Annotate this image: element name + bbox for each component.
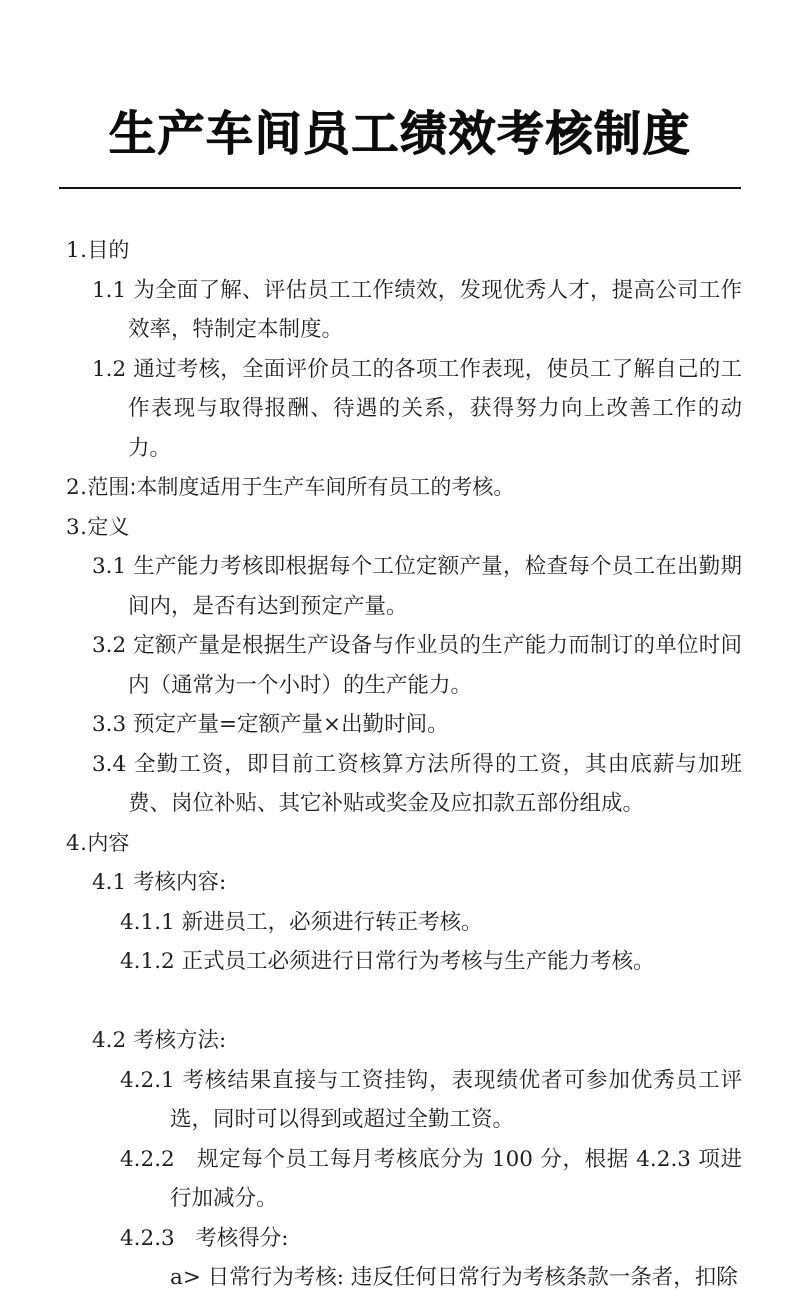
item-text: 内容 xyxy=(87,830,130,855)
outline-item xyxy=(92,350,742,469)
item-text: 定义 xyxy=(87,514,130,539)
item-number: 4.1 xyxy=(92,870,127,895)
item-text: 为全面了解、评估员工工作绩效，发现优秀人才，提高公司工作效率，特制定本制度。 xyxy=(128,277,742,342)
item-number: 3. xyxy=(66,514,88,540)
item-number: 1.2 xyxy=(92,356,127,382)
item-text: 生产能力考核即根据每个工位定额产量，检查每个员工在出勤期间内，是否有达到预定产量。 xyxy=(128,554,742,619)
item-number: 2. xyxy=(66,475,88,500)
item-text: 预定产量=定额产量×出勤时间。 xyxy=(133,712,449,737)
item-number: 4.2.3 xyxy=(120,1225,175,1251)
item-number: 1.1 xyxy=(92,277,127,303)
item-number: 3.2 xyxy=(92,633,127,658)
item-number: 4.2.1 xyxy=(120,1067,175,1093)
outline-item xyxy=(120,1219,742,1259)
section-heading xyxy=(66,231,742,271)
item-number: 3.3 xyxy=(92,712,127,737)
item-text: 考核方法: xyxy=(133,1028,227,1053)
item-text: 规定每个员工每月考核底分为 100 分，根据 4.2.3 项进行加减分。 xyxy=(170,1146,743,1211)
page-title: 生产车间员工绩效考核制度 xyxy=(109,107,691,162)
blank-line xyxy=(66,982,742,1022)
item-text: 通过考核，全面评价员工的各项工作表现，使员工了解自己的工作表现与取得报酬、待遇的关系，获得努力向上改善工作的动力。 xyxy=(128,356,742,461)
outline-item xyxy=(92,863,742,903)
item-text: 正式员工必须进行日常行为考核与生产能力考核。 xyxy=(181,949,655,974)
item-number: 3.4 xyxy=(92,751,127,777)
item-text: 定额产量是根据生产设备与作业员的生产能力而制订的单位时间内（通常为一个小时）的生产能力。 xyxy=(128,633,742,698)
item-text: 新进员工，必须进行转正考核。 xyxy=(181,909,483,935)
outline-item xyxy=(92,271,742,350)
outline-item xyxy=(120,1061,742,1140)
outline-item xyxy=(92,745,742,824)
item-text: 考核得分: xyxy=(181,1225,289,1251)
item-number: 4.2 xyxy=(92,1028,127,1053)
outline-item xyxy=(92,547,742,626)
item-number: 4.1.2 xyxy=(120,949,175,974)
section-heading xyxy=(66,468,742,508)
item-number: 3.1 xyxy=(92,554,127,579)
item-number: 4. xyxy=(66,830,88,856)
item-text: 考核内容: xyxy=(133,870,227,895)
outline-item xyxy=(92,705,742,745)
title-divider xyxy=(59,187,741,189)
title-block xyxy=(0,0,800,189)
item-text: 考核结果直接与工资挂钩，表现绩优者可参加优秀员工评选，同时可以得到或超过全勤工资。 xyxy=(170,1067,742,1132)
item-text: 日常行为考核: 违反任何日常行为考核条款一条者，扣除 xyxy=(207,1265,738,1290)
item-text: 目的 xyxy=(87,238,130,262)
item-number: 4.1.1 xyxy=(120,909,175,935)
item-number: 4.2.2 xyxy=(120,1146,175,1172)
outline-item xyxy=(120,903,742,943)
outline-item xyxy=(92,1021,742,1061)
item-number: a> xyxy=(170,1265,201,1290)
outline-item xyxy=(170,1258,742,1298)
document-body xyxy=(0,231,800,1298)
section-heading xyxy=(66,508,742,548)
item-text: 范围:本制度适用于生产车间所有员工的考核。 xyxy=(87,475,515,499)
outline-item xyxy=(120,1140,742,1219)
item-number: 1. xyxy=(66,238,88,263)
outline-item xyxy=(92,626,742,705)
outline-item xyxy=(120,942,742,982)
item-text: 全勤工资，即目前工资核算方法所得的工资，其由底薪与加班费、岗位补贴、其它补贴或奖金及应扣款五部份组成。 xyxy=(128,751,742,816)
section-heading xyxy=(66,824,742,864)
